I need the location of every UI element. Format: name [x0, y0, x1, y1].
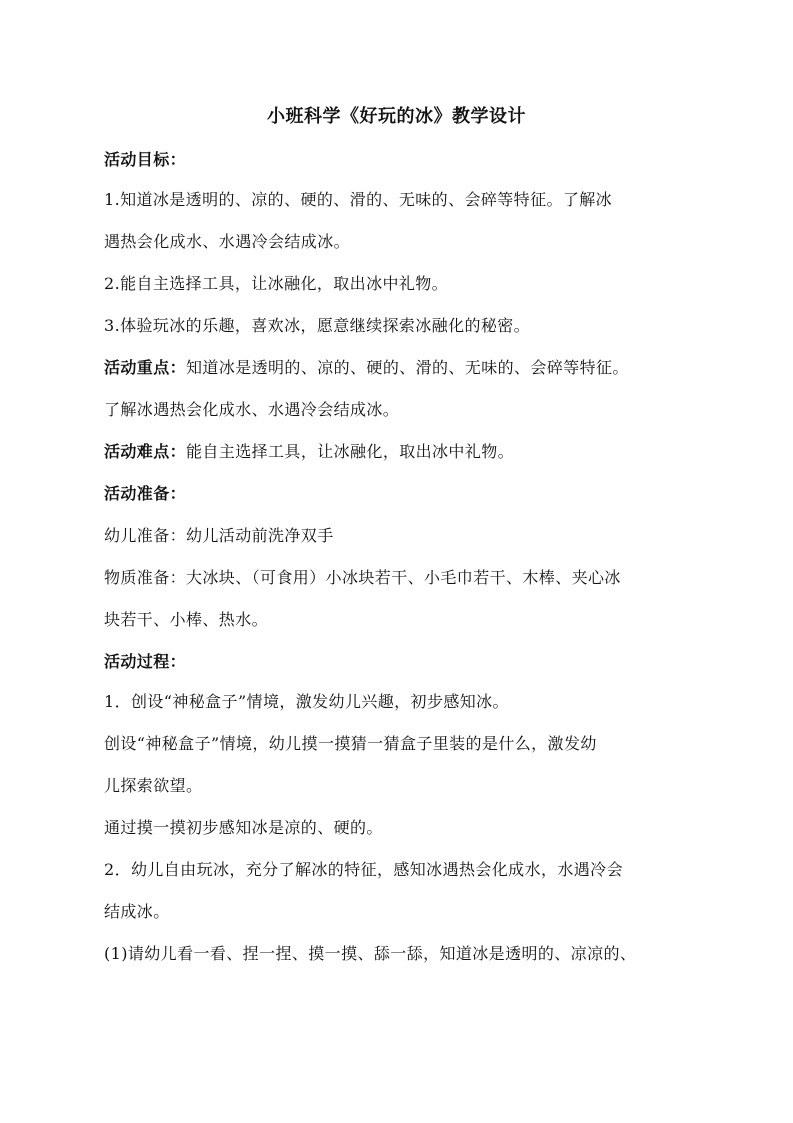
key-point-label: 活动重点： [104, 358, 187, 377]
step-2-title-line-1: 2．幼儿自由玩冰，充分了解冰的特征，感知冰遇热会化成水，水遇冷会 [104, 860, 623, 879]
prep-heading: 活动准备： [104, 484, 187, 503]
prep-material-line-1: 物质准备：大冰块、（可食用）小冰块若干、小毛巾若干、木棒、夹心冰 [104, 568, 621, 587]
key-point-text: 知道冰是透明的、凉的、硬的、滑的、无味的、会碎等特征。 [186, 358, 629, 377]
goal-1-line-1: 1.知道冰是透明的、凉的、硬的、滑的、无味的、会碎等特征。了解冰 [104, 190, 613, 209]
difficulty-text: 能自主选择工具，让冰融化，取出冰中礼物。 [186, 442, 515, 461]
difficulty-label: 活动难点： [104, 442, 187, 461]
goal-1-line-2: 遇热会化成水、水遇冷会结成冰。 [104, 232, 351, 251]
step-1-para-1-line-2: 儿探索欲望。 [104, 776, 203, 795]
step-1-title: 1．创设“神秘盒子”情境，激发幼儿兴趣，初步感知冰。 [104, 692, 509, 711]
document-title: 小班科学《好玩的冰》教学设计 [267, 106, 526, 127]
key-point-line-1 [104, 356, 704, 380]
step-1-para-1-line-1: 创设“神秘盒子”情境，幼儿摸一摸猜一猜盒子里装的是什么，激发幼 [104, 734, 597, 753]
process-heading: 活动过程： [104, 652, 187, 671]
goals-heading: 活动目标： [104, 150, 187, 169]
step-2-sub-1: (1)请幼儿看一看、捏一捏、摸一摸、舔一舔，知道冰是透明的、凉凉的、 [104, 944, 637, 963]
difficulty-line [104, 440, 704, 464]
prep-child: 幼儿准备：幼儿活动前洗净双手 [104, 526, 334, 545]
prep-material-line-2: 块若干、小棒、热水。 [104, 610, 269, 629]
step-1-para-2: 通过摸一摸初步感知冰是凉的、硬的。 [104, 818, 383, 837]
goal-2: 2.能自主选择工具，让冰融化，取出冰中礼物。 [104, 274, 449, 293]
key-point-line-2: 了解冰遇热会化成水、水遇冷会结成冰。 [104, 400, 400, 419]
goal-3: 3.体验玩冰的乐趣，喜欢冰，愿意继续探索冰融化的秘密。 [104, 316, 531, 335]
step-2-title-line-2: 结成冰。 [104, 902, 170, 921]
